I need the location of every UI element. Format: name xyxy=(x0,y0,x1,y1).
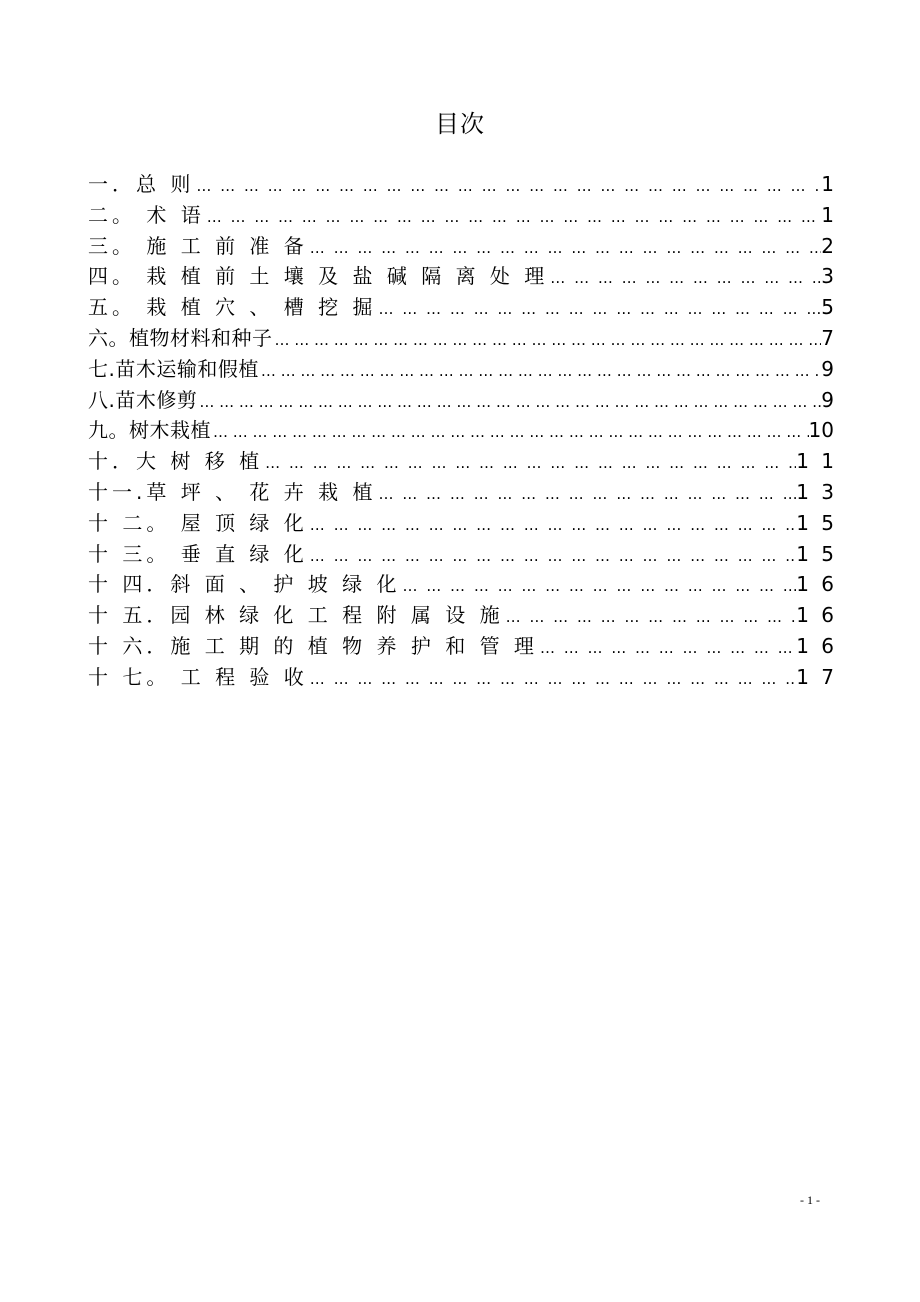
toc-entry-page: 10 xyxy=(808,418,834,443)
toc-dot-leader xyxy=(273,325,822,356)
toc-entry-label: 十一.草 坪 、 花 卉 栽 植 xyxy=(88,479,377,504)
toc-entry[interactable] xyxy=(88,477,837,508)
toc-entry-page: 1 3 xyxy=(796,479,837,504)
toc-entry-page: 9 xyxy=(821,387,834,412)
toc-entry-label: 二。 术 语 xyxy=(88,202,205,227)
toc-entry[interactable] xyxy=(88,539,837,570)
toc-dot-leader xyxy=(197,387,821,418)
toc-dot-leader xyxy=(308,541,796,572)
toc-entry-label: 十 二。 屋 顶 绿 化 xyxy=(88,510,308,535)
toc-entry-page: 5 xyxy=(821,295,837,320)
toc-entry[interactable] xyxy=(88,569,837,600)
toc-entry-label: 十 七。 工 程 验 收 xyxy=(88,664,308,689)
toc-entry-page: 1 xyxy=(821,202,837,227)
toc-entry-label: 四。 栽 植 前 土 壤 及 盐 碱 隔 离 处 理 xyxy=(88,264,549,289)
toc-entry-label: 五。 栽 植 穴 、 槽 挖 掘 xyxy=(88,295,377,320)
toc-entry[interactable] xyxy=(88,323,834,354)
toc-dot-leader xyxy=(538,633,796,664)
toc-entry-label: 一．总 则 xyxy=(88,172,195,196)
toc-entry-label: 十 六．施 工 期 的 植 物 养 护 和 管 理 xyxy=(88,633,538,658)
toc-entry-page: 3 xyxy=(821,264,837,289)
toc-entry-page: 2 xyxy=(821,233,837,258)
toc-entry[interactable] xyxy=(88,200,837,231)
toc-entry-page: 1 5 xyxy=(796,510,837,535)
toc-entry[interactable] xyxy=(88,385,834,416)
toc-entry-label: 七.苗木运输和假植 xyxy=(88,356,259,381)
toc-dot-leader xyxy=(377,294,822,325)
toc-dot-leader xyxy=(205,202,822,233)
toc-dot-leader xyxy=(377,479,797,510)
table-of-contents xyxy=(88,169,837,693)
toc-entry[interactable] xyxy=(88,169,837,200)
toc-entry[interactable] xyxy=(88,631,837,662)
toc-entry[interactable] xyxy=(88,292,837,323)
toc-entry-page: 1 5 xyxy=(796,541,837,566)
toc-entry-label: 十 四．斜 面 、 护 坡 绿 化 xyxy=(88,572,401,597)
toc-entry[interactable] xyxy=(88,354,834,385)
toc-entry-label: 十．大 树 移 植 xyxy=(88,449,264,474)
toc-entry-label: 九。树木栽植 xyxy=(88,418,211,443)
toc-entry-page: 1 xyxy=(821,172,837,196)
toc-entry-page: 7 xyxy=(821,325,834,350)
toc-entry[interactable] xyxy=(88,231,837,262)
toc-entry-page: 1 6 xyxy=(796,633,837,658)
toc-dot-leader xyxy=(194,171,821,202)
toc-dot-leader xyxy=(548,263,821,294)
toc-entry-page: 1 6 xyxy=(796,572,837,597)
toc-entry[interactable] xyxy=(88,508,837,539)
toc-entry[interactable] xyxy=(88,415,834,446)
toc-dot-leader xyxy=(308,510,796,541)
toc-entry[interactable] xyxy=(88,261,837,292)
toc-entry[interactable] xyxy=(88,662,837,693)
toc-entry-label: 十 三。 垂 直 绿 化 xyxy=(88,541,308,566)
toc-entry-page: 1 6 xyxy=(796,603,837,628)
toc-entry[interactable] xyxy=(88,446,837,477)
toc-entry-label: 三。 施 工 前 准 备 xyxy=(88,233,308,258)
toc-entry[interactable] xyxy=(88,600,837,631)
toc-dot-leader xyxy=(211,417,809,448)
page-title: 目次 xyxy=(435,110,485,139)
toc-dot-leader xyxy=(401,571,797,602)
toc-dot-leader xyxy=(504,602,797,633)
toc-entry-page: 1 1 xyxy=(796,449,837,474)
page-number-footer: - 1 - xyxy=(800,1193,820,1207)
toc-dot-leader xyxy=(263,448,796,479)
toc-entry-label: 八.苗木修剪 xyxy=(88,387,198,412)
toc-dot-leader xyxy=(259,356,821,387)
toc-entry-page: 1 7 xyxy=(796,664,837,689)
toc-entry-page: 9 xyxy=(821,356,834,381)
toc-entry-label: 十 五．园 林 绿 化 工 程 附 属 设 施 xyxy=(88,603,504,628)
toc-dot-leader xyxy=(308,233,821,264)
toc-dot-leader xyxy=(308,664,796,695)
toc-entry-label: 六。植物材料和种子 xyxy=(88,325,273,350)
